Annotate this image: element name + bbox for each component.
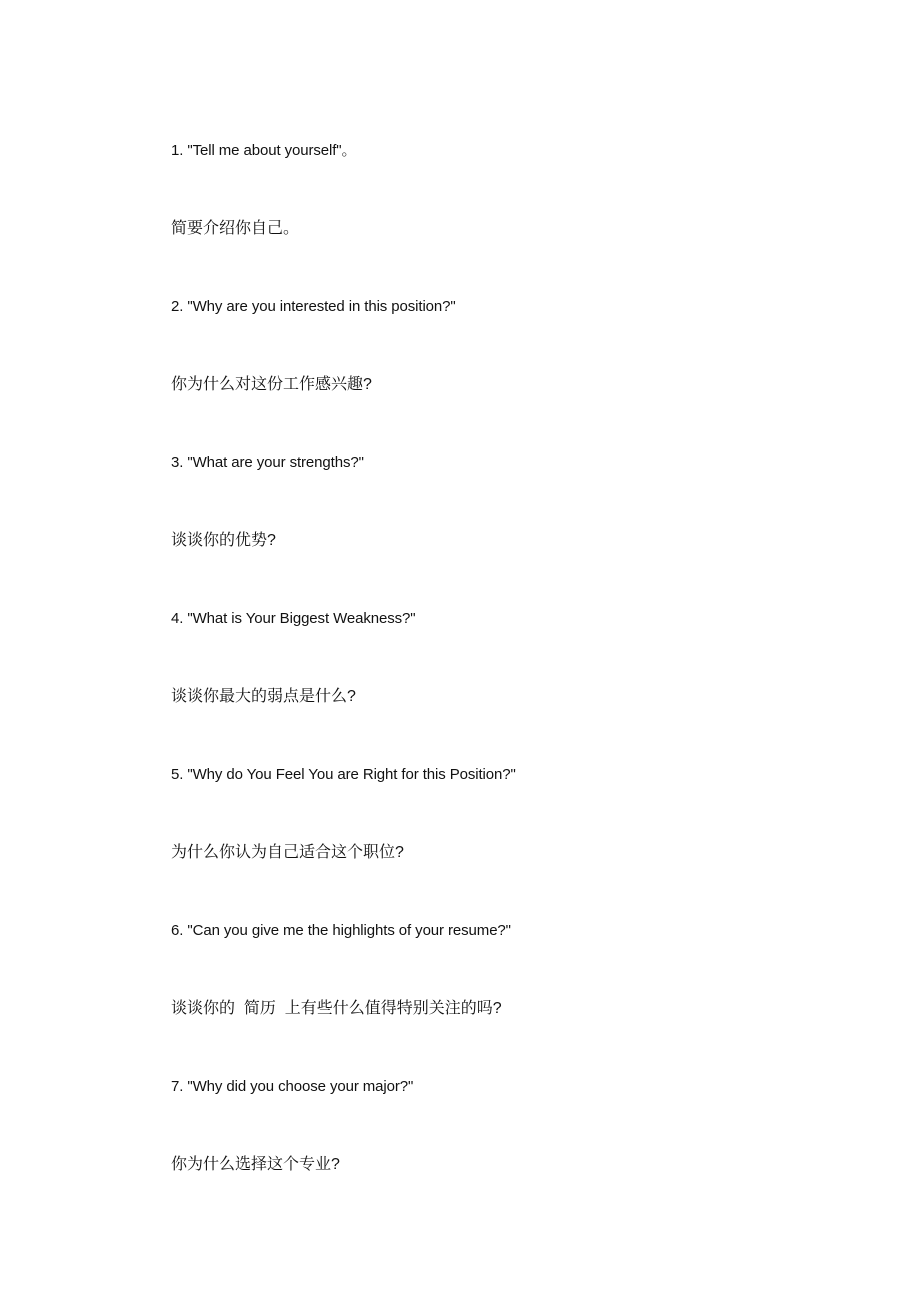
- question-chinese: 为什么你认为自己适合这个职位?: [171, 844, 404, 861]
- question-item-6: [171, 921, 516, 1077]
- question-chinese: 简要介绍你自己。: [171, 220, 300, 237]
- question-item-7: [171, 1077, 516, 1233]
- question-chinese: 你为什么对这份工作感兴趣?: [171, 376, 372, 393]
- question-chinese: 谈谈你的优势?: [171, 532, 276, 549]
- question-english: 3. "What are your strengths?": [171, 454, 364, 471]
- question-chinese: 谈谈你最大的弱点是什么?: [171, 688, 356, 705]
- question-english: 2. "Why are you interested in this position?": [171, 298, 456, 315]
- question-chinese: 谈谈你的 简历 上有些什么值得特别关注的吗?: [171, 1000, 502, 1017]
- question-english: 7. "Why did you choose your major?": [171, 1078, 414, 1095]
- question-item-4: [171, 609, 516, 765]
- question-english: 1. "Tell me about yourself"。: [171, 142, 357, 159]
- question-item-3: [171, 453, 516, 609]
- question-english: 4. "What is Your Biggest Weakness?": [171, 610, 416, 627]
- question-chinese: 你为什么选择这个专业?: [171, 1156, 340, 1173]
- question-item-5: [171, 765, 516, 921]
- question-english: 6. "Can you give me the highlights of your resume?": [171, 922, 511, 939]
- interview-question-list: [171, 141, 516, 1233]
- question-item-1: [171, 141, 516, 297]
- question-item-2: [171, 297, 516, 453]
- question-english: 5. "Why do You Feel You are Right for this Position?": [171, 766, 516, 783]
